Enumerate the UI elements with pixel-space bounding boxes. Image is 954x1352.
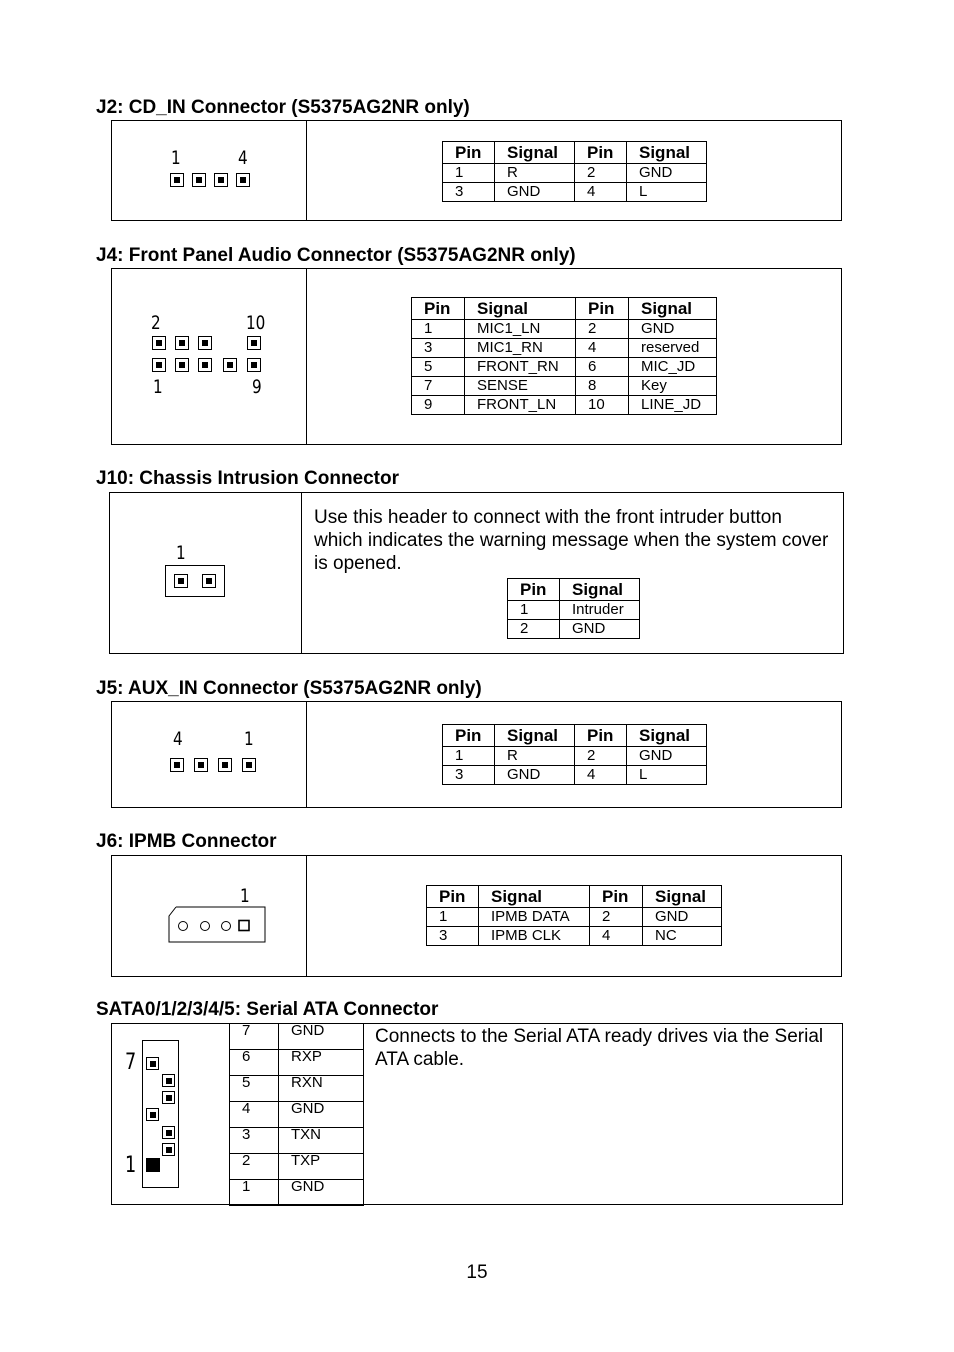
table-cell: 4: [230, 1102, 279, 1128]
table-row: [230, 1024, 364, 1050]
table-cell: 2: [508, 620, 560, 639]
column-header: Signal: [560, 579, 640, 601]
table-cell: TXP: [279, 1154, 364, 1180]
ipmb-connector-icon: [168, 906, 266, 944]
table-cell: 1: [230, 1180, 279, 1206]
table-row: [412, 320, 717, 339]
j6-pin-table: [426, 885, 722, 946]
table-cell: 3: [443, 183, 495, 202]
j10-heading: J10: Chassis Intrusion Connector: [96, 468, 400, 489]
table-cell: 7: [230, 1024, 279, 1050]
header-pin-icon: [218, 758, 232, 772]
sata-label-top: 7: [125, 1050, 137, 1075]
column-header: Signal: [495, 725, 575, 747]
table-cell: 2: [590, 908, 643, 927]
table-cell: RXP: [279, 1050, 364, 1076]
column-header: Signal: [465, 298, 576, 320]
table-cell: MIC_JD: [629, 358, 717, 377]
table-cell: 3: [230, 1128, 279, 1154]
table-cell: SENSE: [465, 377, 576, 396]
table-cell: GND: [279, 1102, 364, 1128]
j5-pin-table: [442, 724, 707, 785]
table-cell: 2: [576, 320, 629, 339]
header-pin-icon: [174, 574, 188, 588]
table-row: [230, 1050, 364, 1076]
table-cell: GND: [629, 320, 717, 339]
table-cell: 1: [443, 747, 495, 766]
page-number: 15: [466, 1262, 488, 1283]
j4-label-bottom-right: 9: [252, 376, 262, 398]
table-cell: 4: [575, 766, 627, 785]
table-cell: GND: [560, 620, 640, 639]
table-row: [443, 164, 707, 183]
table-cell: 3: [427, 927, 479, 946]
table-row: [230, 1180, 364, 1206]
table-cell: NC: [643, 927, 722, 946]
header-pin-icon: [236, 173, 250, 187]
table-cell: 10: [576, 396, 629, 415]
j6-box: [111, 855, 842, 977]
header-pin-icon: [192, 173, 206, 187]
j2-pin-label-right: 4: [238, 147, 248, 169]
table-row: [412, 377, 717, 396]
table-cell: 7: [412, 377, 465, 396]
table-cell: GND: [279, 1180, 364, 1206]
table-cell: 3: [412, 339, 465, 358]
header-pin-icon: [146, 1108, 159, 1121]
column-header: Signal: [629, 298, 717, 320]
j4-label-top-left: 2: [151, 312, 161, 334]
j10-pin-label: 1: [176, 542, 186, 564]
header-pin-icon: [198, 358, 212, 372]
j4-heading: J4: Front Panel Audio Connector (S5375AG2NR only): [96, 245, 576, 266]
table-cell: GND: [495, 766, 575, 785]
column-header: Pin: [575, 725, 627, 747]
sata-pin-table: [229, 1023, 364, 1206]
table-cell: FRONT_RN: [465, 358, 576, 377]
table-cell: GND: [495, 183, 575, 202]
table-cell: TXN: [279, 1128, 364, 1154]
header-pin-icon: [170, 173, 184, 187]
table-cell: L: [627, 183, 707, 202]
header-pin-icon: [162, 1126, 175, 1139]
column-header: Signal: [627, 725, 707, 747]
header-pin-icon: [146, 1057, 159, 1070]
j2-pin-label-left: 1: [171, 147, 181, 169]
table-row: [412, 339, 717, 358]
table-cell: 5: [412, 358, 465, 377]
table-row: [443, 183, 707, 202]
table-cell: GND: [279, 1024, 364, 1050]
table-cell: L: [627, 766, 707, 785]
header-pin-icon: [242, 758, 256, 772]
table-cell: GND: [627, 164, 707, 183]
j5-box: [111, 701, 842, 808]
table-row: [508, 601, 640, 620]
table-row: [427, 908, 722, 927]
j2-heading: J2: CD_IN Connector (S5375AG2NR only): [96, 97, 470, 118]
header-pin-icon: [214, 173, 228, 187]
j2-box: [111, 120, 842, 221]
table-cell: GND: [627, 747, 707, 766]
column-header: Signal: [479, 886, 590, 908]
table-row: [412, 358, 717, 377]
column-header: Pin: [412, 298, 465, 320]
table-cell: MIC1_RN: [465, 339, 576, 358]
column-header: Pin: [575, 142, 627, 164]
column-header: Pin: [590, 886, 643, 908]
table-cell: 2: [575, 164, 627, 183]
table-row: [412, 396, 717, 415]
j10-box: [109, 492, 844, 654]
header-pin-icon: [175, 336, 189, 350]
j5-heading: J5: AUX_IN Connector (S5375AG2NR only): [96, 678, 482, 699]
header-pin-icon: [247, 336, 261, 350]
column-header: Pin: [576, 298, 629, 320]
header-pin-icon: [198, 336, 212, 350]
table-cell: 4: [575, 183, 627, 202]
column-header: Pin: [427, 886, 479, 908]
column-header: Signal: [627, 142, 707, 164]
j6-pin-label: 1: [240, 885, 250, 907]
j10-pin-table: [507, 578, 640, 639]
table-cell: FRONT_LN: [465, 396, 576, 415]
table-cell: R: [495, 164, 575, 183]
j4-label-top-right: 10: [246, 312, 266, 334]
table-cell: 5: [230, 1076, 279, 1102]
column-header: Signal: [495, 142, 575, 164]
table-cell: 2: [575, 747, 627, 766]
header-pin-icon: [152, 336, 166, 350]
table-cell: 8: [576, 377, 629, 396]
table-row: [230, 1076, 364, 1102]
table-cell: 6: [576, 358, 629, 377]
table-cell: LINE_JD: [629, 396, 717, 415]
table-row: [443, 747, 707, 766]
table-cell: 1: [427, 908, 479, 927]
header-pin-icon: [162, 1074, 175, 1087]
table-row: [427, 927, 722, 946]
pin1-marker-icon: [146, 1158, 160, 1172]
table-cell: 1: [508, 601, 560, 620]
table-cell: 6: [230, 1050, 279, 1076]
j5-pin-label-right: 1: [244, 728, 254, 750]
header-pin-icon: [152, 358, 166, 372]
table-cell: R: [495, 747, 575, 766]
header-pin-icon: [162, 1143, 175, 1156]
sata-box: [111, 1023, 843, 1205]
sata-description: Connects to the Serial ATA ready drives via the Serial ATA cable.: [375, 1026, 824, 1070]
header-pin-icon: [247, 358, 261, 372]
table-cell: IPMB CLK: [479, 927, 590, 946]
table-cell: 9: [412, 396, 465, 415]
j4-label-bottom-left: 1: [153, 376, 163, 398]
j6-heading: J6: IPMB Connector: [96, 831, 277, 852]
table-row: [230, 1154, 364, 1180]
header-pin-icon: [194, 758, 208, 772]
table-row: [508, 620, 640, 639]
j10-description: Use this header to connect with the front intruder button which indicates the warning message when the system cover is opened.: [314, 507, 829, 574]
table-cell: 1: [443, 164, 495, 183]
header-pin-icon: [162, 1091, 175, 1104]
table-cell: 2: [230, 1154, 279, 1180]
column-header: Pin: [443, 142, 495, 164]
column-header: Pin: [443, 725, 495, 747]
table-cell: GND: [643, 908, 722, 927]
j4-box: [111, 268, 842, 445]
column-header: Pin: [508, 579, 560, 601]
header-pin-icon: [223, 358, 237, 372]
header-pin-icon: [202, 574, 216, 588]
table-cell: 1: [412, 320, 465, 339]
header-pin-icon: [170, 758, 184, 772]
j5-pin-label-left: 4: [173, 728, 183, 750]
table-cell: Intruder: [560, 601, 640, 620]
table-cell: MIC1_LN: [465, 320, 576, 339]
table-cell: IPMB DATA: [479, 908, 590, 927]
table-cell: 3: [443, 766, 495, 785]
table-cell: Key: [629, 377, 717, 396]
sata-heading: SATA0/1/2/3/4/5: Serial ATA Connector: [96, 999, 439, 1020]
j2-pin-table: [442, 141, 707, 202]
table-cell: RXN: [279, 1076, 364, 1102]
table-cell: 4: [576, 339, 629, 358]
table-row: [230, 1102, 364, 1128]
j4-pin-table: [411, 297, 717, 415]
header-pin-icon: [175, 358, 189, 372]
sata-label-bottom: 1: [125, 1153, 137, 1178]
table-row: [443, 766, 707, 785]
table-cell: 4: [590, 927, 643, 946]
table-row: [230, 1128, 364, 1154]
table-cell: reserved: [629, 339, 717, 358]
column-header: Signal: [643, 886, 722, 908]
